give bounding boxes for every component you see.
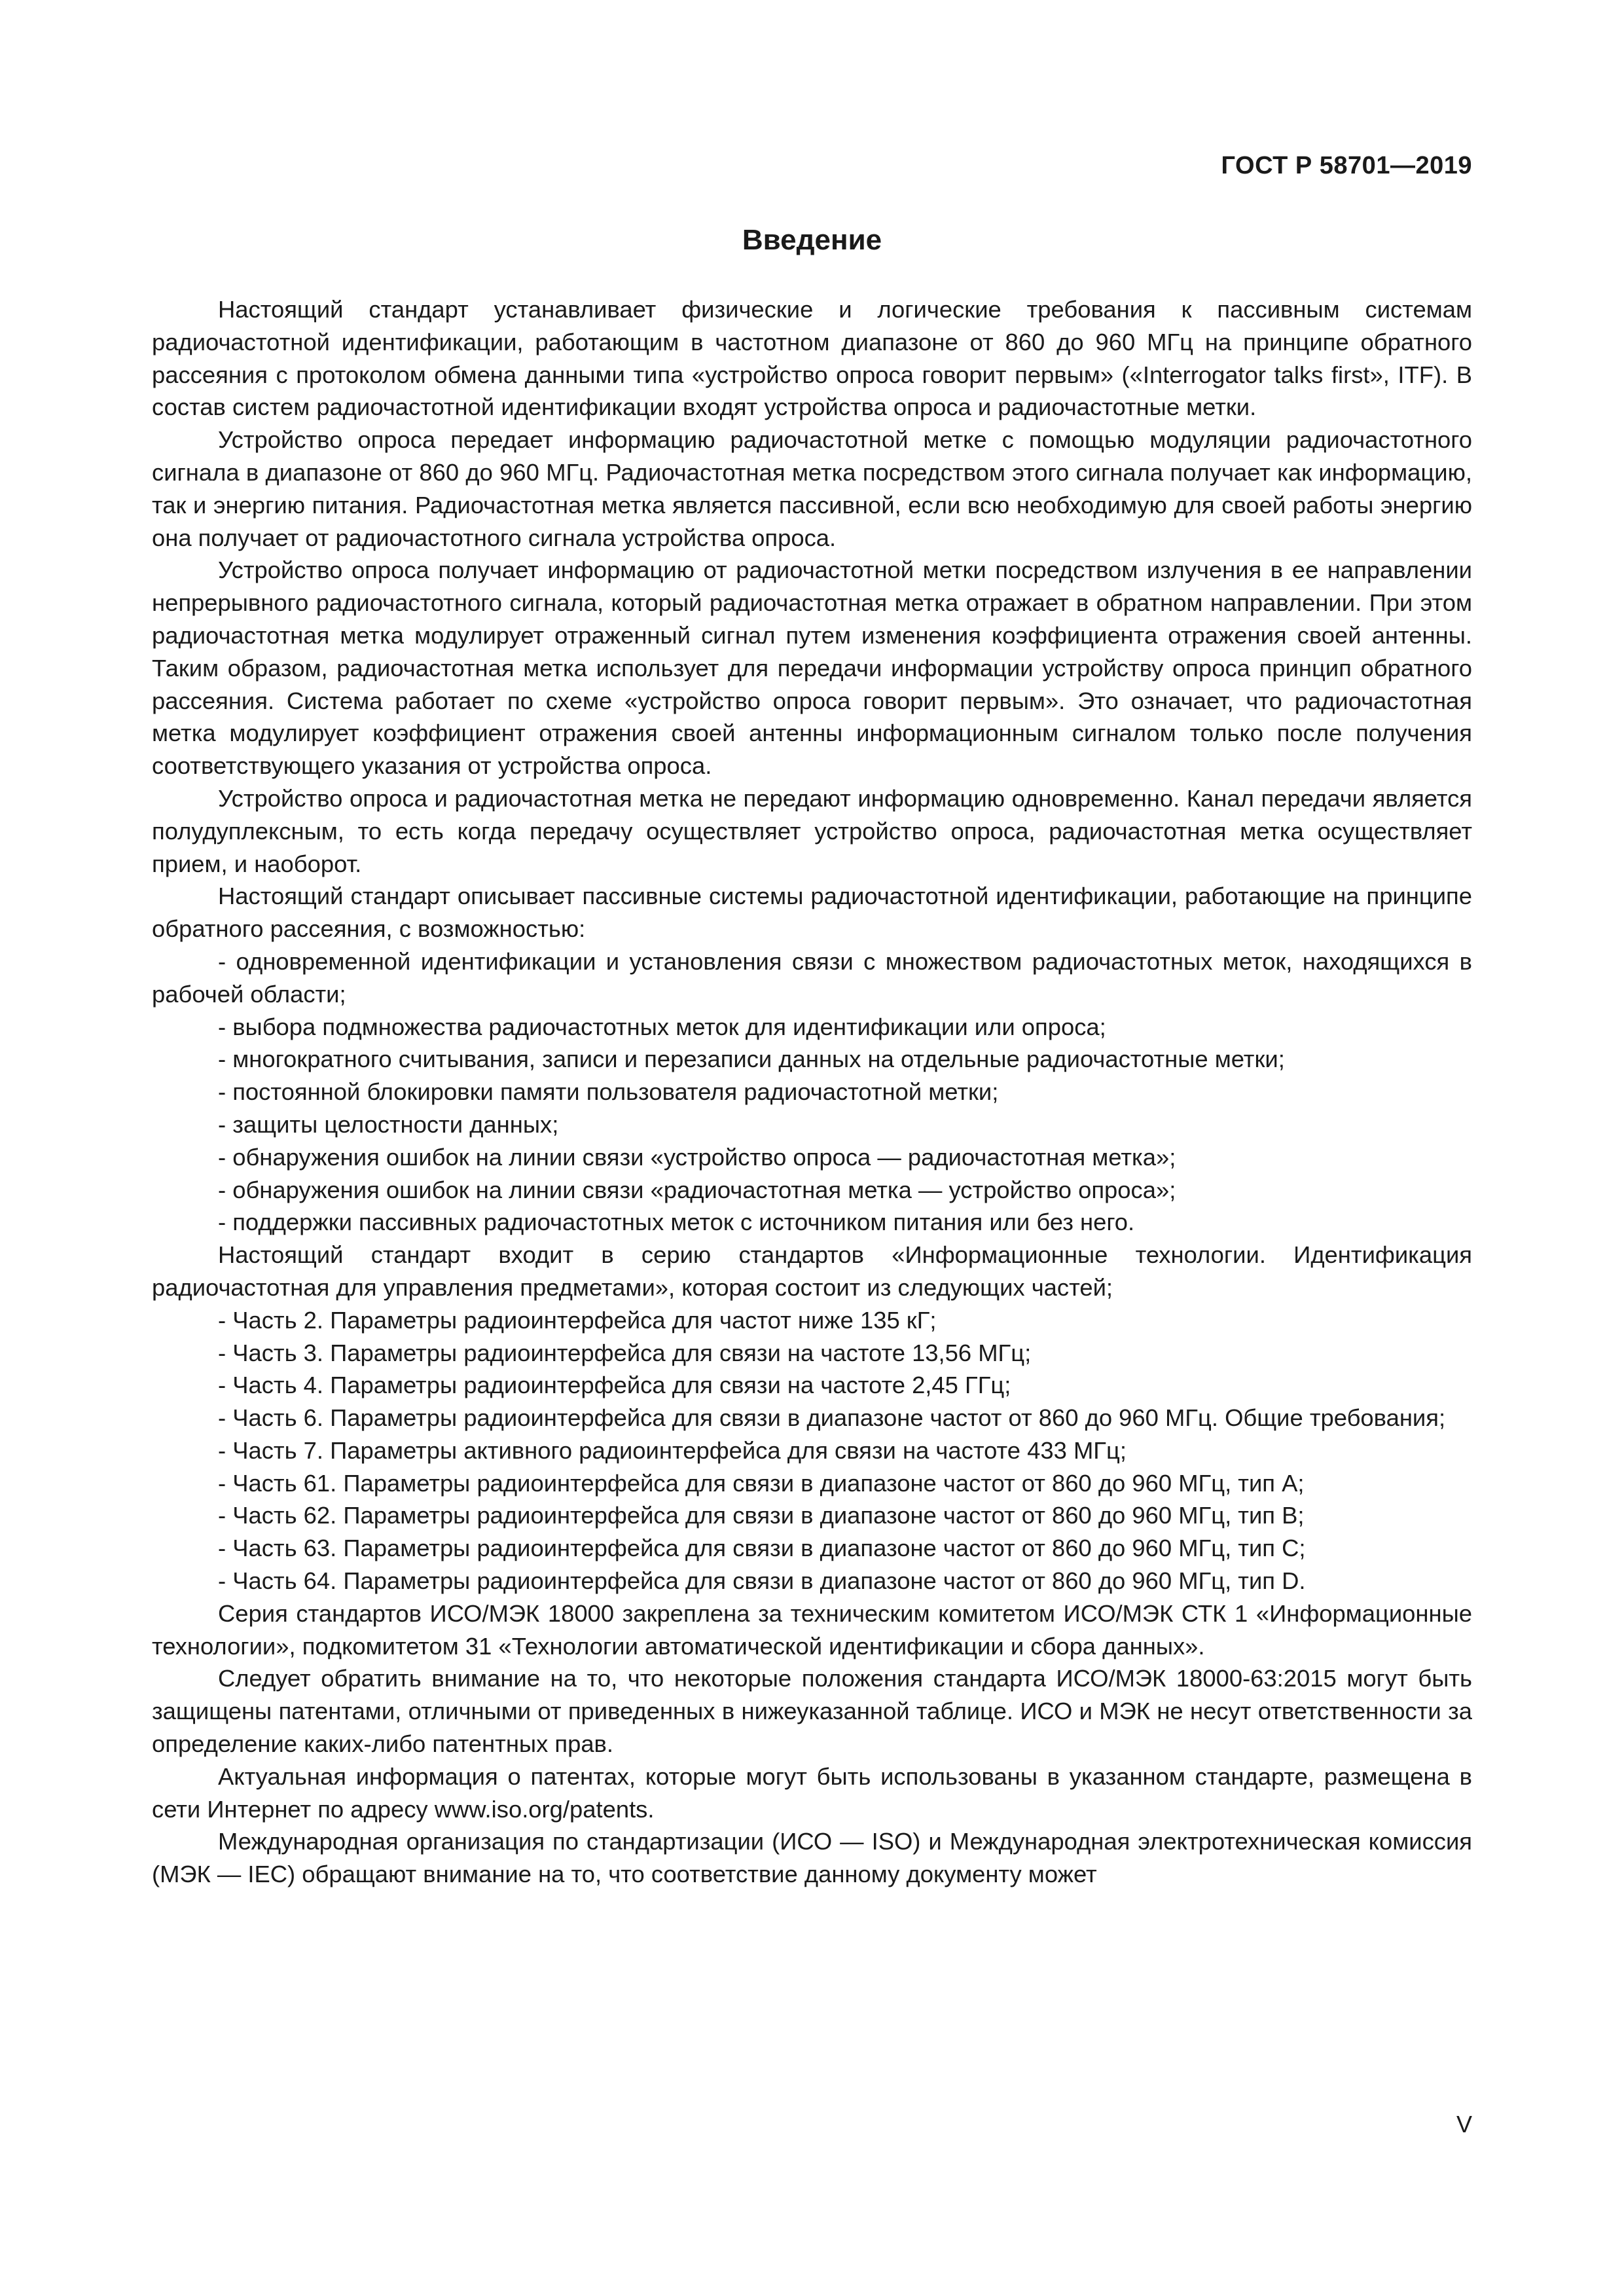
paragraph-forward-link: Устройство опроса передает информацию радиочастотной метке с помощью модуляции радиочастотного сигнала в диапазоне от 860 до 960 МГц. Радиочастотная метка посредством этого сигнала получает как информацию, так и энергию питания. Радиочастотная метка является пассивной, если всю необходимую для своей работы энергию она получает от радиочастотного сигнала устройства опроса.	[152, 426, 1472, 551]
list-item-part: - Часть 2. Параметры радиоинтерфейса для частот ниже 135 кГ;	[218, 1306, 937, 1334]
list-item: - обнаружения ошибок на линии связи «радиочастотная метка — устройство опроса»;	[218, 1176, 1176, 1203]
list-item-part: - Часть 61. Параметры радиоинтерфейса для связи в диапазоне частот от 860 до 960 МГц, тип А;	[218, 1469, 1305, 1497]
paragraph-iso-iec: Международная организация по стандартизации (ИСО — ISO) и Международная электротехническая комиссия (МЭК — IEC) обращают внимание на то, что соответствие данному документу может	[152, 1828, 1472, 1888]
paragraph-capabilities: Настоящий стандарт описывает пассивные системы радиочастотной идентификации, работающие на принципе обратного рассеяния, с возможностью:	[152, 883, 1472, 943]
paragraph-committee: Серия стандартов ИСО/МЭК 18000 закреплена за техническим комитетом ИСО/МЭК СТК 1 «Информационные технологии», подкомитетом 31 «Технологии автоматической идентификации и сбора данных».	[152, 1599, 1472, 1660]
list-item-part: - Часть 63. Параметры радиоинтерфейса для связи в диапазоне частот от 860 до 960 МГц, тип С;	[218, 1535, 1306, 1562]
paragraph-half-duplex: Устройство опроса и радиочастотная метка не передают информацию одновременно. Канал передачи является полудуплексным, то есть когда передачу осуществляет устройство опроса, радиочастотная метка осуществляет прием, и наоборот.	[152, 784, 1472, 877]
paragraph-scope: Настоящий стандарт устанавливает физические и логические требования к пассивным системам радиочастотной идентификации, работающим в частотном диапазоне от 860 до 960 МГц на принципе обратного рассеяния с протоколом обмена данными типа «устройство опроса говорит первым» («Interrogator talks first», ITF). В состав систем радиочастотной идентификации входят устройства опроса и радиочастотные метки.	[152, 296, 1472, 421]
list-item: - обнаружения ошибок на линии связи «устройство опроса — радиочастотная метка»;	[218, 1143, 1176, 1171]
list-item: - выбора подмножества радиочастотных меток для идентификации или опроса;	[218, 1013, 1106, 1040]
list-item-part: - Часть 4. Параметры радиоинтерфейса для связи на частоте 2,45 ГГц;	[218, 1372, 1011, 1399]
list-item: - многократного считывания, записи и перезаписи данных на отдельные радиочастотные метки;	[218, 1046, 1285, 1073]
list-item-part: - Часть 3. Параметры радиоинтерфейса для связи на частоте 13,56 МГц;	[218, 1339, 1032, 1366]
paragraph-patents: Следует обратить внимание на то, что некоторые положения стандарта ИСО/МЭК 18000-63:2015 могут быть защищены патентами, отличными от приведенных в нижеуказанной таблице. ИСО и МЭК не несут ответственности за определение каких-либо патентных прав.	[152, 1665, 1472, 1758]
list-item: - постоянной блокировки памяти пользователя радиочастотной метки;	[218, 1078, 999, 1106]
list-item-part: - Часть 7. Параметры активного радиоинтерфейса для связи на частоте 433 МГц;	[218, 1436, 1127, 1464]
page-number: V	[1456, 2111, 1472, 2138]
list-item: - поддержки пассивных радиочастотных меток с источником питания или без него.	[218, 1209, 1135, 1236]
list-item-part: - Часть 62. Параметры радиоинтерфейса для связи в диапазоне частот от 860 до 960 МГц, тип В;	[218, 1502, 1305, 1529]
paragraph-backscatter: Устройство опроса получает информацию от радиочастотной метки посредством излучения в ее направлении непрерывного радиочастотного сигнала, который радиочастотная метка отражает в обратном направлении. При этом радиочастотная метка модулирует отраженный сигнал путем изменения коэффициента отражения своей антенны. Таким образом, радиочастотная метка использует для передачи информации устройству опроса принцип обратного рассеяния. Система работает по схеме «устройство опроса говорит первым». Это означает, что радиочастотная метка модулирует коэффициент отражения своей антенны информационным сигналом только после получения соответствующего указания от устройства опроса.	[152, 556, 1472, 780]
section-title: Введение	[742, 224, 882, 256]
list-item-part: - Часть 64. Параметры радиоинтерфейса для связи в диапазоне частот от 860 до 960 МГц, тип D.	[218, 1567, 1306, 1595]
list-item-part: - Часть 6. Параметры радиоинтерфейса для связи в диапазоне частот от 860 до 960 МГц. Общие требования;	[218, 1404, 1446, 1432]
list-item: - одновременной идентификации и установления связи с множеством радиочастотных меток, находящихся в рабочей области;	[152, 947, 1472, 1008]
list-item: - защиты целостности данных;	[218, 1110, 559, 1138]
body-text	[152, 293, 1472, 1891]
paragraph-series: Настоящий стандарт входит в серию стандартов «Информационные технологии. Идентификация радиочастотная для управления предметами», которая состоит из следующих частей;	[152, 1241, 1472, 1301]
document-code: ГОСТ Р 58701—2019	[1221, 152, 1472, 179]
paragraph-patent-info: Актуальная информация о патентах, которые могут быть использованы в указанном стандарте, размещена в сети Интернет по адресу www.iso.org/patents.	[152, 1762, 1472, 1823]
